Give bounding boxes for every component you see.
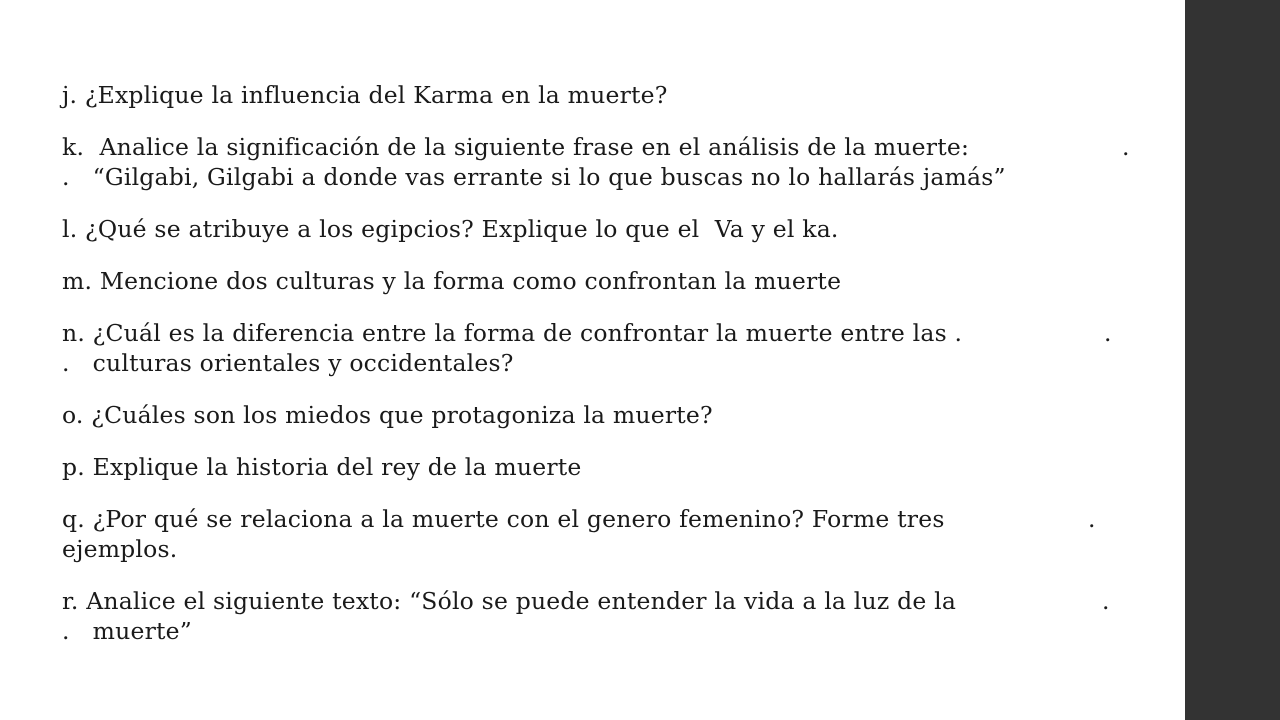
question-k-line-1	[62, 132, 1142, 162]
question-l-text: l. ¿Qué se atribuye a los egipcios? Explique lo que el Va y el ka.	[62, 215, 839, 243]
question-n-line-2: . culturas orientales y occidentales?	[62, 349, 514, 377]
question-q-trailing-dot: .	[1088, 505, 1096, 533]
question-q-line-1-text: q. ¿Por qué se relaciona a la muerte con el genero femenino? Forme tres	[62, 505, 945, 533]
question-q-line-2: ejemplos.	[62, 535, 178, 563]
question-list	[62, 80, 1142, 668]
question-n-line-1	[62, 318, 1142, 348]
question-k-line-1-text: k. Analice la significación de la siguiente frase en el análisis de la muerte:	[62, 133, 970, 161]
question-o-text: o. ¿Cuáles son los miedos que protagoniza la muerte?	[62, 401, 713, 429]
question-n	[62, 318, 1142, 378]
question-k-trailing-dot: .	[1122, 133, 1130, 161]
question-m-text: m. Mencione dos culturas y la forma como confrontan la muerte	[62, 267, 842, 295]
question-p-text: p. Explique la historia del rey de la muerte	[62, 453, 582, 481]
question-r-trailing-dot: .	[1102, 587, 1110, 615]
side-bar	[1185, 0, 1280, 720]
question-m	[62, 266, 1142, 296]
question-k	[62, 132, 1142, 192]
question-j	[62, 80, 1142, 110]
question-l	[62, 214, 1142, 244]
question-r-line-1-text: r. Analice el siguiente texto: “Sólo se puede entender la vida a la luz de la	[62, 587, 957, 615]
question-q	[62, 504, 1142, 564]
question-n-trailing-dot: .	[1104, 319, 1112, 347]
question-r-line-1	[62, 586, 1142, 616]
question-p	[62, 452, 1142, 482]
question-r-line-2: . muerte”	[62, 617, 193, 645]
question-q-line-1	[62, 504, 1142, 534]
question-n-line-1-text: n. ¿Cuál es la diferencia entre la forma de confrontar la muerte entre las .	[62, 319, 963, 347]
question-r	[62, 586, 1142, 646]
question-j-text: j. ¿Explique la influencia del Karma en la muerte?	[62, 81, 668, 109]
question-k-line-2: . “Gilgabi, Gilgabi a donde vas errante si lo que buscas no lo hallarás jamás”	[62, 163, 1006, 191]
question-o	[62, 400, 1142, 430]
